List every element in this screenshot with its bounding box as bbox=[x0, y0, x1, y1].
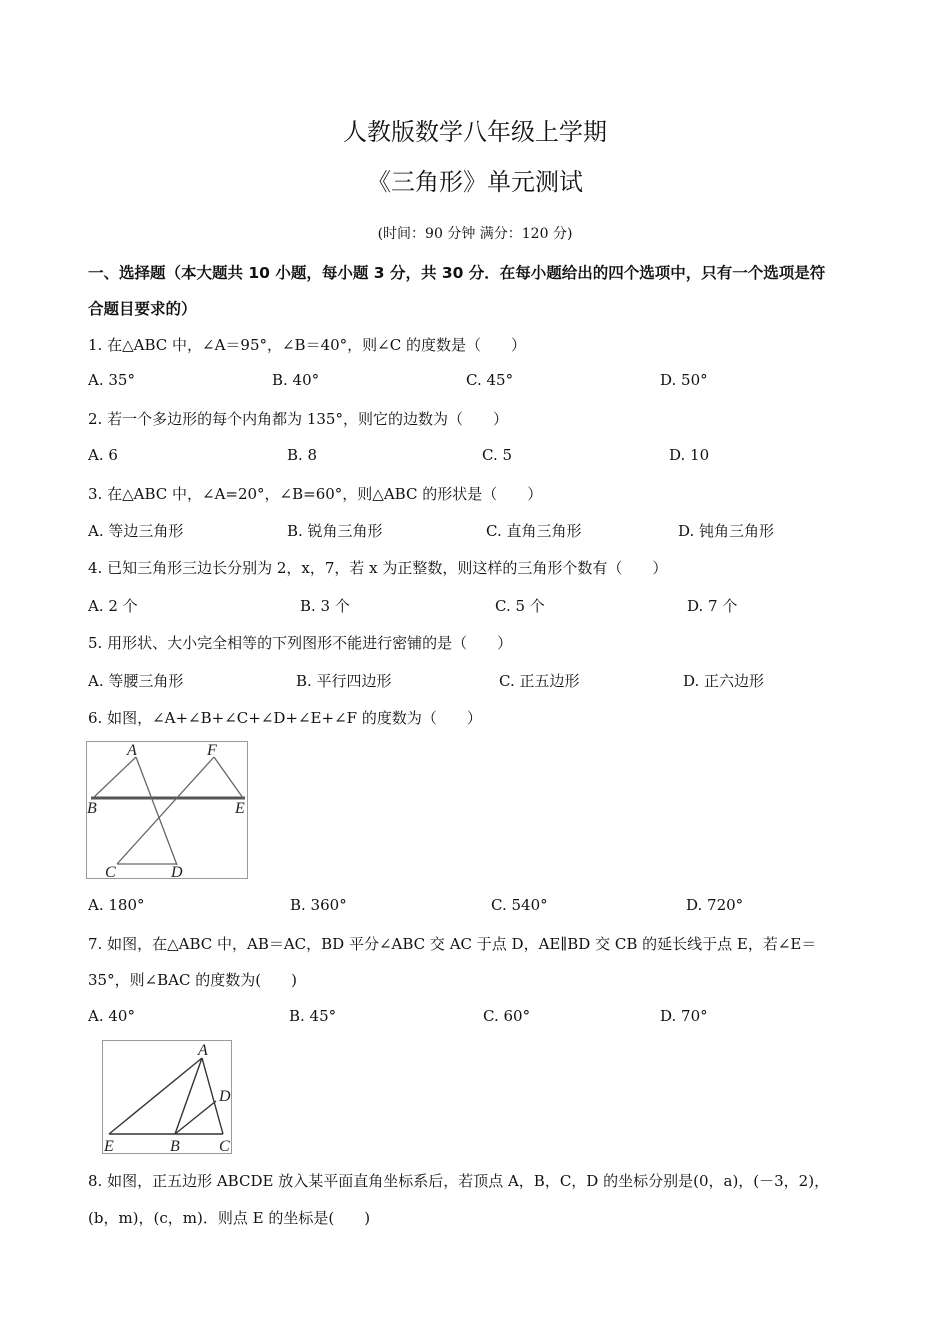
label-e: E bbox=[235, 800, 245, 817]
figure-7 bbox=[102, 1040, 232, 1154]
question-3-option-b: B. 锐角三角形 bbox=[287, 522, 383, 540]
label-b: B bbox=[170, 1138, 180, 1153]
label-f: F bbox=[207, 742, 217, 759]
question-4-option-c: C. 5 个 bbox=[495, 597, 545, 615]
question-2-option-d: D. 10 bbox=[669, 446, 710, 464]
section-heading: 一、选择题（本大题共 10 小题，每小题 3 分，共 30 分．在每小题给出的四个选项中，只有一个选项是符 bbox=[88, 264, 826, 282]
question-3-stem: 3. 在△ABC 中，∠A=20°，∠B=60°，则△ABC 的形状是（ ） bbox=[88, 485, 543, 503]
segment-ab bbox=[93, 757, 136, 798]
question-1-option-d: D. 50° bbox=[660, 371, 708, 389]
segment-fe bbox=[214, 757, 243, 798]
question-1-option-c: C. 45° bbox=[466, 371, 514, 389]
label-c: C bbox=[219, 1138, 230, 1153]
question-8-stem: 8. 如图，正五边形 ABCDE 放入某平面直角坐标系后，若顶点 A，B，C，D 的坐标分别是(0，a)，(－3，2)， bbox=[88, 1172, 830, 1190]
question-4-option-d: D. 7 个 bbox=[687, 597, 738, 615]
question-4-option-a: A. 2 个 bbox=[88, 597, 138, 615]
question-6-stem: 6. 如图，∠A+∠B+∠C+∠D+∠E+∠F 的度数为（ ） bbox=[88, 709, 482, 727]
question-7-stem: 7. 如图，在△ABC 中，AB＝AC，BD 平分∠ABC 交 AC 于点 D，AE∥BD 交 CB 的延长线于点 E，若∠E＝ bbox=[88, 935, 817, 953]
question-2-stem: 2. 若一个多边形的每个内角都为 135°，则它的边数为（ ） bbox=[88, 410, 508, 428]
question-5-option-a: A. 等腰三角形 bbox=[88, 672, 184, 690]
question-7-option-b: B. 45° bbox=[289, 1007, 337, 1025]
label-c: C bbox=[105, 864, 116, 878]
label-d: D bbox=[171, 864, 183, 878]
question-5-option-d: D. 正六边形 bbox=[683, 672, 765, 690]
section-heading-cont: 合题目要求的） bbox=[88, 300, 197, 318]
label-e: E bbox=[104, 1138, 114, 1153]
question-6-option-c: C. 540° bbox=[491, 896, 548, 914]
question-5-stem: 5. 用形状、大小完全相等的下列图形不能进行密铺的是（ ） bbox=[88, 634, 513, 652]
label-a: A bbox=[127, 742, 137, 759]
figure-6-diagram bbox=[87, 742, 247, 878]
figure-7-diagram bbox=[103, 1041, 231, 1153]
label-a: A bbox=[198, 1042, 208, 1059]
page-subtitle: 《三角形》单元测试 bbox=[367, 168, 583, 196]
label-b: B bbox=[87, 800, 97, 817]
time-info: (时间：90 分钟 满分：120 分) bbox=[377, 226, 573, 242]
question-5-option-c: C. 正五边形 bbox=[499, 672, 580, 690]
question-2-option-c: C. 5 bbox=[482, 446, 513, 464]
question-4-stem: 4. 已知三角形三边长分别为 2，x，7，若 x 为正整数，则这样的三角形个数有（ ） bbox=[88, 559, 668, 577]
question-6-option-a: A. 180° bbox=[88, 896, 145, 914]
question-6-option-d: D. 720° bbox=[686, 896, 744, 914]
question-1-option-b: B. 40° bbox=[272, 371, 320, 389]
question-7-option-a: A. 40° bbox=[88, 1007, 135, 1025]
segment-ad bbox=[136, 757, 177, 865]
question-1-stem: 1. 在△ABC 中，∠A＝95°，∠B＝40°，则∠C 的度数是（ ） bbox=[88, 336, 526, 354]
question-3-option-d: D. 钝角三角形 bbox=[678, 522, 775, 540]
question-3-option-a: A. 等边三角形 bbox=[88, 522, 184, 540]
figure-6 bbox=[86, 741, 248, 879]
question-1-option-a: A. 35° bbox=[88, 371, 135, 389]
question-8-stem-cont: (b，m)，(c，m)．则点 E 的坐标是( ) bbox=[88, 1209, 371, 1227]
segment-fc bbox=[117, 757, 214, 864]
question-2-option-b: B. 8 bbox=[287, 446, 318, 464]
question-6-option-b: B. 360° bbox=[290, 896, 347, 914]
question-7-stem-cont: 35°，则∠BAC 的度数为( ) bbox=[88, 971, 297, 989]
question-2-option-a: A. 6 bbox=[88, 446, 118, 464]
question-3-option-c: C. 直角三角形 bbox=[486, 522, 582, 540]
page-title: 人教版数学八年级上学期 bbox=[343, 118, 607, 146]
question-7-option-d: D. 70° bbox=[660, 1007, 708, 1025]
label-d: D bbox=[219, 1088, 231, 1105]
question-4-option-b: B. 3 个 bbox=[300, 597, 350, 615]
question-5-option-b: B. 平行四边形 bbox=[296, 672, 392, 690]
question-7-option-c: C. 60° bbox=[483, 1007, 531, 1025]
